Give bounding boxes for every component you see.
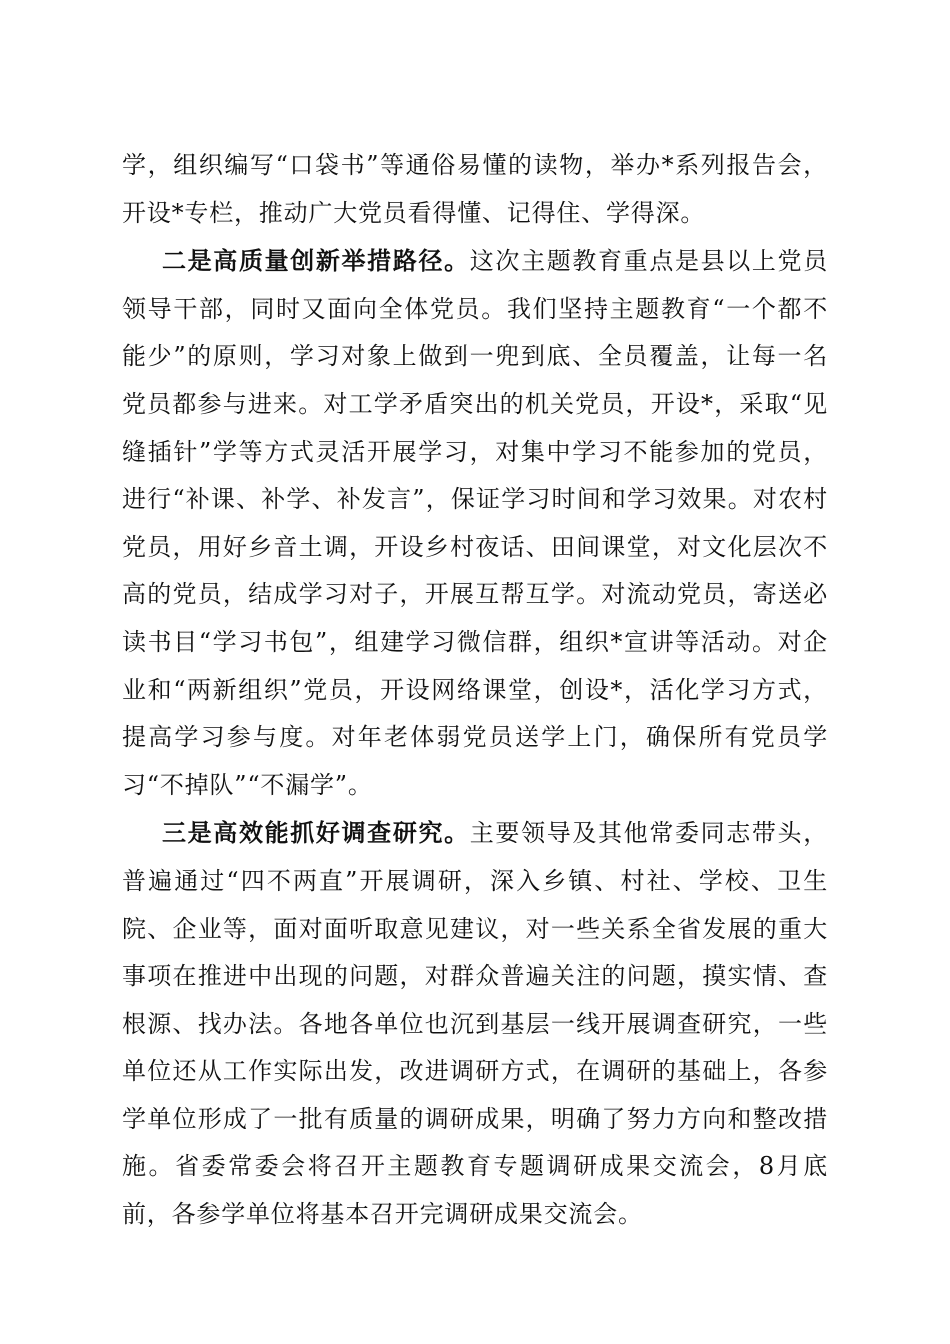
paragraph-text: 主要领导及其他常委同志带头，普遍通过“四不两直”开展调研，深入乡镇、村社、学校、卫生院、企业等，面对面听取意见建议，对一些关系全省发展的重大事项在推进中出现的问题，对群众普遍关注的问题，摸实情、查根源、找办法。各地各单位也沉到基层一线开展调查研究，一些单位还从工作实际出发，改进调研方式，在调研的基础上，各参学单位形成了一批有质量的调研成果，明确了努力方向和整改措施。省委常委会将召开主题教育专题调研成果交流会，8月底前，各参学单位将基本召开完调研成果交流会。 [122, 819, 828, 1229]
paragraph-continuation [122, 142, 828, 237]
document-body [122, 142, 828, 1239]
paragraph-innovation [122, 237, 828, 809]
paragraph-text: 学，组织编写“口袋书”等通俗易懂的读物，举办*系列报告会，开设*专栏，推动广大党员看得懂、记得住、学得深。 [122, 151, 828, 227]
paragraph-text: 这次主题教育重点是县以上党员领导干部，同时又面向全体党员。我们坚持主题教育“一个都不能少”的原则，学习对象上做到一兜到底、全员覆盖，让每一名党员都参与进来。对工学矛盾突出的机关党员，开设*，采取“见缝插针”学等方式灵活开展学习，对集中学习不能参加的党员，进行“补课、补学、补发言”，保证学习时间和学习效果。对农村党员，用好乡音土调，开设乡村夜话、田间课堂，对文化层次不高的党员，结成学习对子，开展互帮互学。对流动党员，寄送必读书目“学习书包”，组建学习微信群，组织*宣讲等活动。对企业和“两新组织”党员，开设网络课堂，创设*，活化学习方式，提高学习参与度。对年老体弱党员送学上门，确保所有党员学习“不掉队”“不漏学”。 [122, 247, 828, 799]
paragraph-lead-heading: 二是高质量创新举措路径。 [162, 246, 470, 276]
paragraph-lead-heading: 三是高效能抓好调查研究。 [162, 818, 470, 848]
paragraph-research [122, 809, 828, 1238]
